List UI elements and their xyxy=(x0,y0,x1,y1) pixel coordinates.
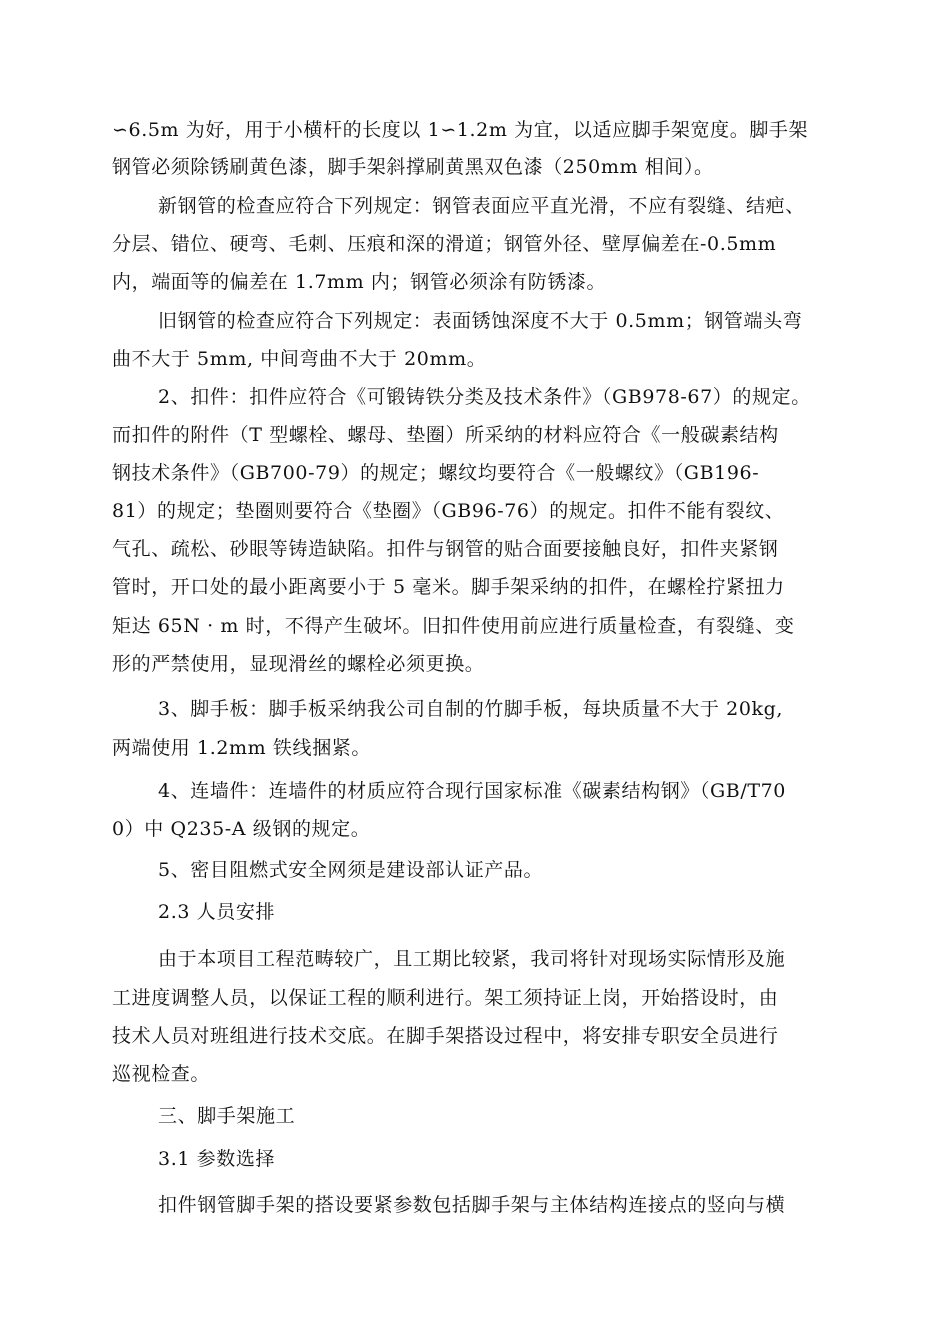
text-line: 矩达 65N · m 时，不得产生破坏。旧扣件使用前应进行质量检查，有裂缝、变 xyxy=(112,615,795,637)
paragraph-start: 5、密目阻燃式安全网须是建设部认证产品。 xyxy=(158,859,544,881)
text-line: 81）的规定；垫圈则要符合《垫圈》（GB96-76）的规定。扣件不能有裂纹、 xyxy=(112,500,785,522)
text-line: 巡视检查。 xyxy=(112,1063,211,1085)
paragraph-start: 扣件钢管脚手架的搭设要紧参数包括脚手架与主体结构连接点的竖向与横 xyxy=(158,1194,786,1216)
text-line: 0）中 Q235-A 级钢的规定。 xyxy=(112,818,371,840)
text-line: 管时，开口处的最小距离要小于 5 毫米。脚手架采纳的扣件，在螺栓拧紧扭力 xyxy=(112,576,785,598)
text-line: 气孔、疏松、砂眼等铸造缺陷。扣件与钢管的贴合面要接触良好，扣件夹紧钢 xyxy=(112,538,779,560)
text-line: 形的严禁使用，显现滑丝的螺栓必须更换。 xyxy=(112,653,485,675)
paragraph-start: 4、连墙件：连墙件的材质应符合现行国家标准《碳素结构钢》（GB/T70 xyxy=(158,780,786,802)
text-line: 钢技术条件》（GB700-79）的规定；螺纹均要符合《一般螺纹》（GB196- xyxy=(112,462,760,484)
paragraph-start: 旧钢管的检查应符合下列规定：表面锈蚀深度不大于 0.5mm；钢管端头弯 xyxy=(158,310,803,332)
chapter-heading: 三、脚手架施工 xyxy=(158,1105,296,1127)
paragraph-start: 新钢管的检查应符合下列规定：钢管表面应平直光滑，不应有裂缝、结疤、 xyxy=(158,195,805,217)
paragraph-start: 由于本项目工程范畴较广，且工期比较紧，我司将针对现场实际情形及施 xyxy=(158,948,786,970)
section-heading: 2.3 人员安排 xyxy=(158,901,276,923)
text-line: 分层、错位、硬弯、毛刺、压痕和深的滑道；钢管外径、壁厚偏差在-0.5mm xyxy=(112,233,777,255)
text-line: 两端使用 1.2mm 铁线捆紧。 xyxy=(112,737,371,759)
text-line: 而扣件的附件（T 型螺栓、螺母、垫圈）所采纳的材料应符合《一般碳素结构 xyxy=(112,424,779,446)
text-line: 工进度调整人员，以保证工程的顺利进行。架工须持证上岗，开始搭设时，由 xyxy=(112,987,779,1009)
paragraph-start: 3、脚手板：脚手板采纳我公司自制的竹脚手板，每块质量不大于 20kg, xyxy=(158,698,784,720)
text-line: 技术人员对班组进行技术交底。在脚手架搭设过程中，将安排专职安全员进行 xyxy=(112,1025,779,1047)
text-line: 钢管必须除锈刷黄色漆，脚手架斜撑刷黄黑双色漆（250mm 相间）。 xyxy=(112,156,714,178)
section-heading: 3.1 参数选择 xyxy=(158,1148,276,1170)
text-line: 曲不大于 5mm, 中间弯曲不大于 20mm。 xyxy=(112,348,487,370)
text-line: ∽6.5m 为好，用于小横杆的长度以 1∽1.2m 为宜，以适应脚手架宽度。脚手架 xyxy=(112,119,809,141)
text-line: 内，端面等的偏差在 1.7mm 内；钢管必须涂有防锈漆。 xyxy=(112,271,607,293)
paragraph-start: 2、扣件：扣件应符合《可锻铸铁分类及技术条件》（GB978-67）的规定。 xyxy=(158,386,811,408)
